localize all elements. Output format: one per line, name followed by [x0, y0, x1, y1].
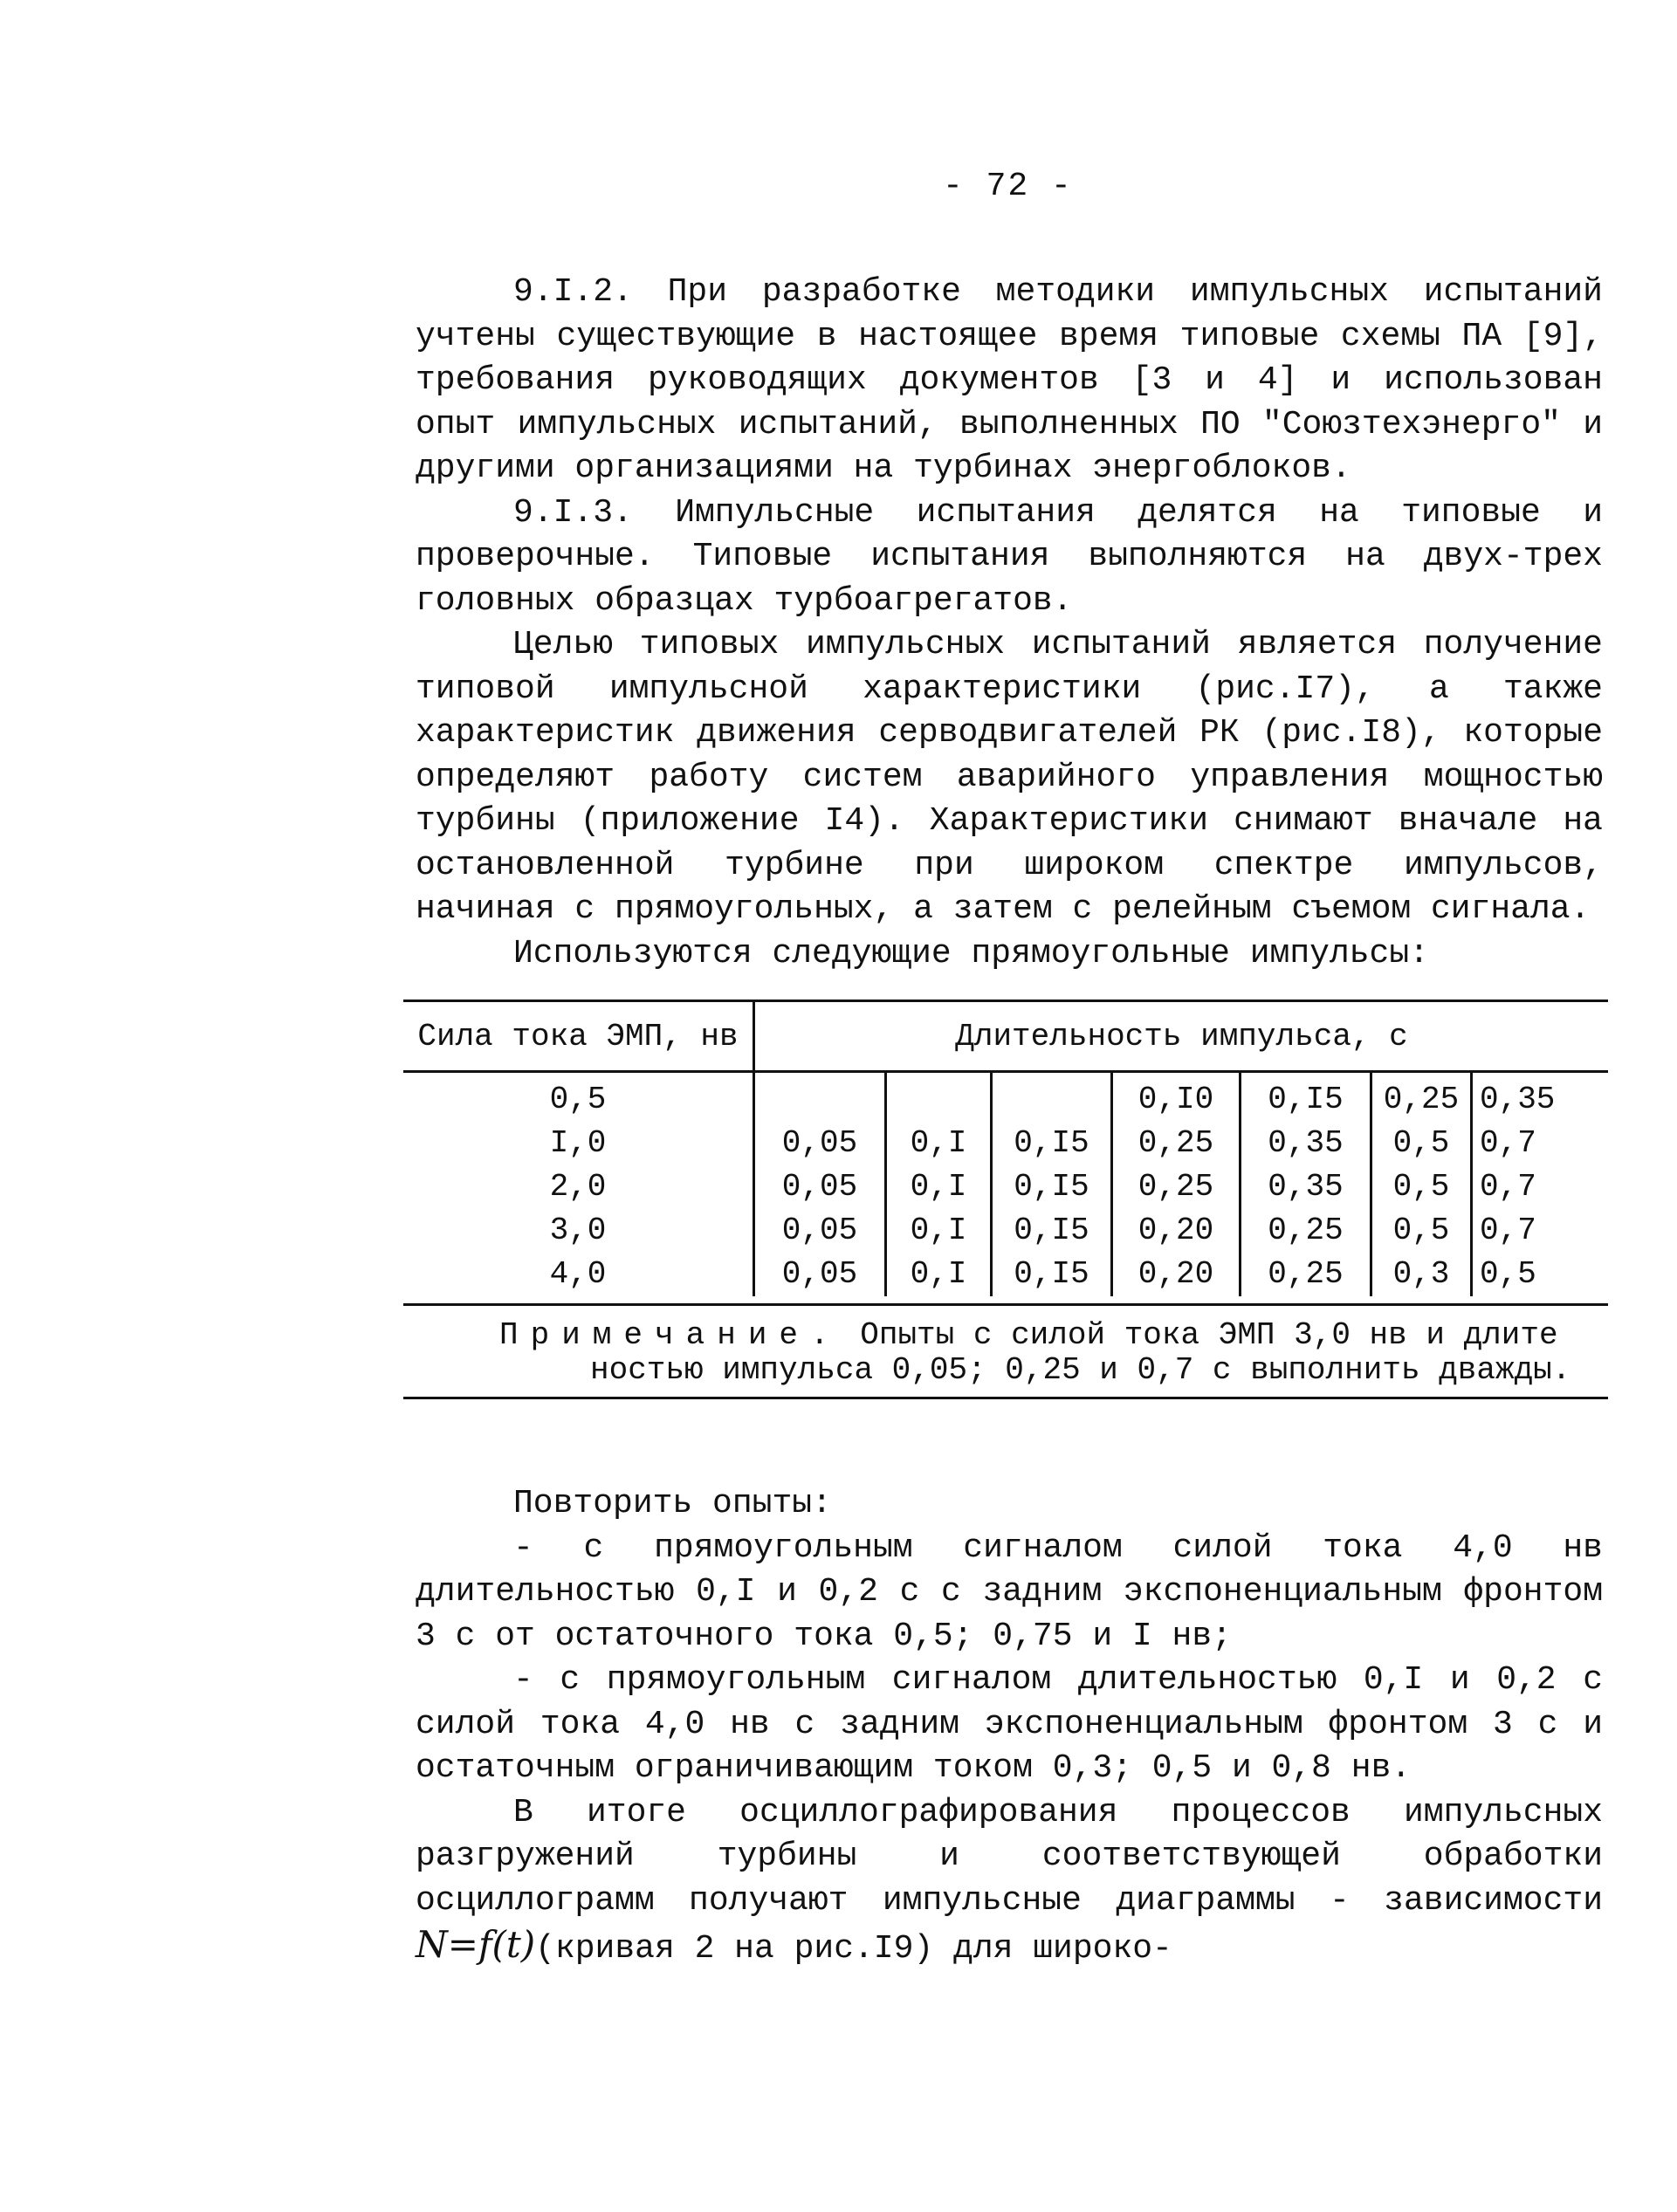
- duration-cell: 0,7: [1480, 1125, 1536, 1161]
- table-header: [403, 1002, 1608, 1073]
- duration-cell: 0,5: [1392, 1212, 1450, 1248]
- duration-cell: 0,I: [910, 1125, 967, 1161]
- duration-cell: 0,25: [1137, 1169, 1214, 1205]
- duration-cell: 0,I5: [1014, 1256, 1089, 1292]
- formula: N=f(t): [416, 1923, 536, 1966]
- header-current: Сила тока ЭМП, нв: [403, 1002, 755, 1070]
- table-body: [403, 1073, 1608, 1306]
- duration-cell: 0,20: [1137, 1256, 1214, 1292]
- note-label: Примечание.: [499, 1317, 842, 1353]
- duration-cell: 0,05: [781, 1256, 858, 1292]
- duration-cell: 0,05: [781, 1125, 858, 1161]
- current-cell: 3,0: [549, 1212, 607, 1248]
- duration-column-7: [1473, 1073, 1608, 1296]
- paragraph-9-1-2: 9.I.2. При разработке методики импульсных испытаний учтены существующие в настоящее время типовые схемы ПА [9], требования руководящих документов [3 и 4] и использован опыт импульсных испытаний, выполненных ПО "Союзтехэнерго" и другими организациями на турбинах энергоблоков.: [416, 273, 1603, 487]
- duration-column-4: [1113, 1073, 1241, 1296]
- duration-cell: 0,5: [1392, 1169, 1450, 1205]
- conclusion-text-before: В итоге осциллографирования процессов импульсных разгружений турбины и соответствующей обработки осциллограмм получают импульсные диаграммы - зависимости: [416, 1793, 1603, 1920]
- current-cell: 4,0: [549, 1256, 607, 1292]
- duration-column-5: [1241, 1073, 1372, 1296]
- duration-cell: [993, 1078, 1110, 1122]
- duration-cell: [755, 1078, 884, 1122]
- duration-cell: 0,I5: [1014, 1169, 1089, 1205]
- duration-cell: 0,05: [781, 1212, 858, 1248]
- duration-cell: 0,I5: [1268, 1082, 1344, 1117]
- body-text-upper: [416, 271, 1603, 976]
- duration-cell: 0,7: [1480, 1169, 1536, 1205]
- current-cell: 2,0: [549, 1169, 607, 1205]
- conclusion-text-after: (кривая 2 на рис.I9) для широко-: [535, 1930, 1172, 1968]
- duration-cell: 0,5: [1392, 1125, 1450, 1161]
- duration-cell: 0,7: [1480, 1212, 1536, 1248]
- duration-cell: 0,3: [1392, 1256, 1450, 1292]
- duration-cell: 0,25: [1137, 1125, 1214, 1161]
- duration-cell: 0,I: [910, 1256, 967, 1292]
- duration-cell: 0,I5: [1014, 1125, 1089, 1161]
- current-cell: I,0: [549, 1125, 607, 1161]
- duration-cell: 0,35: [1480, 1082, 1556, 1117]
- page-number: - 72 -: [943, 168, 1073, 205]
- impulse-table: [403, 1000, 1608, 1399]
- repeat-heading: Повторить опыты:: [513, 1485, 832, 1522]
- duration-column-3: [993, 1073, 1113, 1296]
- duration-column-6: [1372, 1073, 1473, 1296]
- table-intro: Используются следующие прямоугольные импульсы:: [513, 934, 1429, 972]
- duration-cell: 0,I: [910, 1212, 967, 1248]
- note-text-line2: ностью импульса 0,05; 0,25 и 0,7 с выполнить дважды.: [590, 1352, 1571, 1388]
- duration-cell: 0,35: [1268, 1169, 1344, 1205]
- duration-cell: 0,I5: [1014, 1212, 1089, 1248]
- duration-cell: 0,5: [1480, 1256, 1536, 1292]
- duration-cell: 0,20: [1137, 1212, 1214, 1248]
- paragraph-9-1-3: 9.I.3. Импульсные испытания делятся на типовые и проверочные. Типовые испытания выполняются на двух-трех головных образцах турбоагрегатов.: [416, 493, 1603, 620]
- duration-cell: 0,I: [910, 1169, 967, 1205]
- current-cell: 0,5: [549, 1082, 607, 1117]
- duration-cell: [887, 1078, 990, 1122]
- duration-column-1: [755, 1073, 887, 1296]
- paragraph-purpose: Целью типовых импульсных испытаний является получение типовой импульсной характеристики (рис.I7), а также характеристик движения серводвигателей РК (рис.I8), которые определяют работу систем аварийного управления мощностью турбины (приложение I4). Характеристики снимают вначале на остановленной турбине при широком спектре импульсов, начиная с прямоугольных, а затем с релейным съемом сигнала.: [416, 626, 1603, 928]
- current-column: [403, 1073, 755, 1296]
- table-note: [403, 1306, 1608, 1399]
- repeat-item-2: - с прямоугольным сигналом длительностью 0,I и 0,2 с силой тока 4,0 нв с задним экспоненциальным фронтом 3 с и остаточным ограничивающим током 0,3; 0,5 и 0,8 нв.: [416, 1661, 1603, 1787]
- body-text-lower: [416, 1482, 1603, 1972]
- header-duration: Длительность импульса, с: [955, 1018, 1408, 1054]
- duration-column-2: [887, 1073, 993, 1296]
- duration-cell: 0,25: [1268, 1212, 1344, 1248]
- note-text-line1: Опыты с силой тока ЭМП 3,0 нв и длите: [860, 1317, 1558, 1353]
- duration-cell: 0,I0: [1137, 1082, 1214, 1117]
- conclusion-paragraph: [416, 1791, 1603, 1972]
- duration-cell: 0,25: [1383, 1082, 1460, 1117]
- repeat-item-1: - с прямоугольным сигналом силой тока 4,0 нв длительностью 0,I и 0,2 с с задним экспоненциальным фронтом 3 с от остаточного тока 0,5; 0,75 и I нв;: [416, 1528, 1603, 1655]
- duration-cell: 0,25: [1268, 1256, 1344, 1292]
- duration-cell: 0,05: [781, 1169, 858, 1205]
- duration-cell: 0,35: [1268, 1125, 1344, 1161]
